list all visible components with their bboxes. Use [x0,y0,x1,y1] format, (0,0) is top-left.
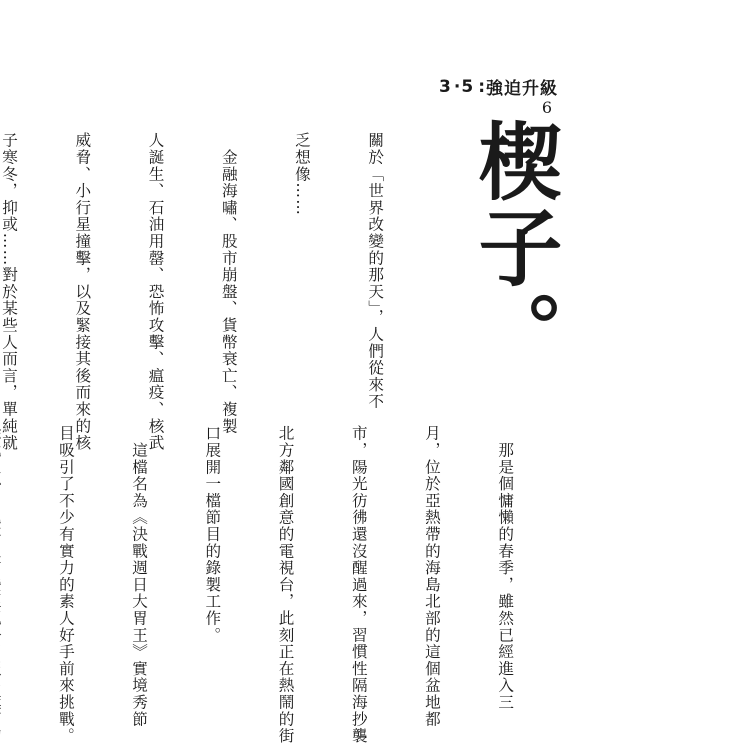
text-column: 乏想像…… [292,132,311,216]
text-column [0,425,5,710]
text-column: 月，位於亞熱帶的海島北部的這個盆地都 [422,425,441,728]
text-column: 目吸引了不少有實力的素人好手前來挑戰。 [56,425,75,745]
chapter-number-minor: 5 [461,76,475,97]
text-column: 威脅、小行星撞擊，以及緊接其後而來的核 [73,132,92,452]
text-column: 金融海嘯、股市崩盤、貨幣衰亡、複製 [219,132,238,435]
lower-text-block [0,425,566,745]
text-column: 關於「世界改變的那天」，人們從來不 [366,132,385,410]
chapter-number-major: 3 [439,76,452,97]
text-column: 人誕生、石油用罄、恐怖攻擊、瘟疫、核武 [146,132,165,452]
text-column: 市，陽光彷彿還沒醒過來，習慣性隔海抄襲 [349,425,368,745]
text-column: 這檔名為《決戰週日大胃王》實境秀節 [130,425,149,728]
chapter-header [439,74,558,99]
chapter-title: 強迫升級 [486,79,558,99]
chapter-number-separator: · [453,76,462,97]
text-column: 北方鄰國創意的電視台，此刻正在熱鬧的街 [276,425,295,745]
text-column: 口展開一檔節目的錄製工作。 [203,425,222,644]
chapter-number-colon: : [478,76,486,97]
upper-text-block [0,132,436,452]
text-column: 子寒冬，抑或……對於某些人而言，單純就 [0,132,19,452]
prologue-title: 楔子。 [465,118,564,376]
page-number: 6 [541,98,552,117]
text-column: 那是個慵懶的春季，雖然已經進入三 [496,425,515,711]
